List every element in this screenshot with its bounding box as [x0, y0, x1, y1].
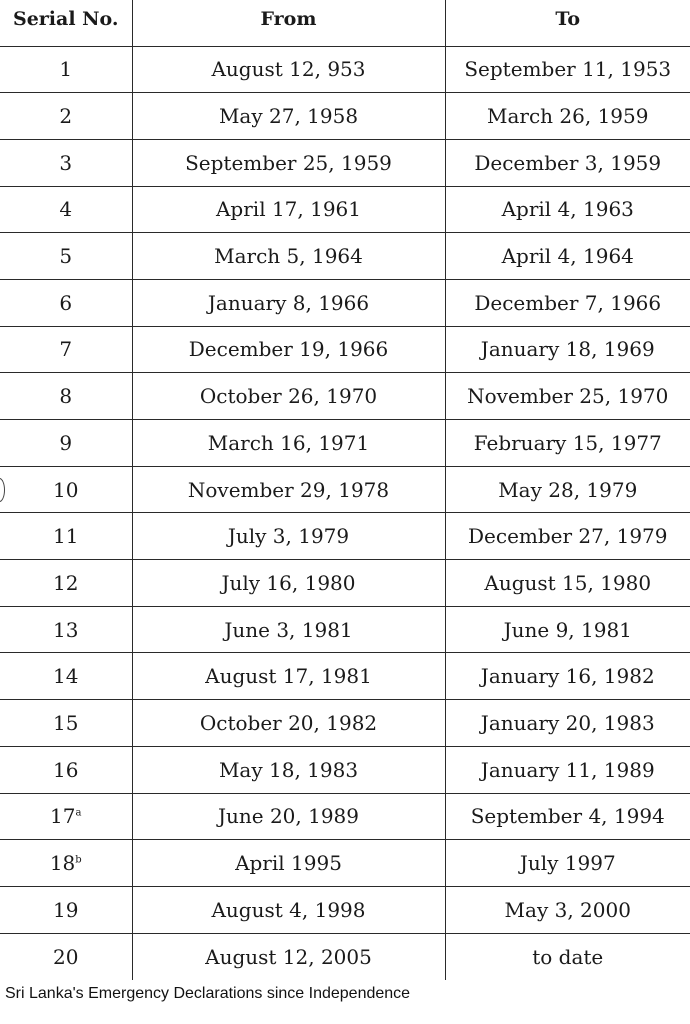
serial-number: 17: [50, 804, 76, 829]
serial-cell: [0, 793, 132, 840]
serial-number: 12: [53, 570, 79, 595]
table-row: [0, 466, 690, 513]
serial-cell: [0, 186, 132, 233]
serial-cell: [0, 606, 132, 653]
to-date-cell: December 3, 1959: [445, 139, 690, 186]
to-date-cell: September 11, 1953: [445, 46, 690, 93]
serial-number: 18: [49, 851, 76, 876]
from-date-cell: October 26, 1970: [132, 373, 445, 420]
to-date-cell: August 15, 1980: [445, 560, 690, 607]
to-date-cell: January 20, 1983: [445, 700, 690, 747]
to-date-cell: June 9, 1981: [445, 606, 690, 653]
serial-number: 9: [59, 430, 73, 455]
serial-number: 14: [53, 664, 79, 689]
serial-number: 1: [59, 57, 73, 82]
serial-cell: [0, 513, 132, 560]
table-body: [0, 46, 690, 980]
to-date-cell: April 4, 1964: [445, 233, 690, 280]
table-row: [0, 373, 690, 420]
serial-cell: [0, 93, 132, 140]
to-date-cell: January 16, 1982: [445, 653, 690, 700]
to-date-cell: May 28, 1979: [445, 466, 690, 513]
to-date-cell: February 15, 1977: [445, 420, 690, 467]
table-row: [0, 560, 690, 607]
footnote-marker: b: [75, 854, 82, 866]
table-caption: Sri Lanka's Emergency Declarations since Independence: [5, 985, 411, 1002]
serial-cell: [0, 840, 132, 887]
from-date-cell: September 25, 1959: [132, 139, 445, 186]
from-date-cell: July 16, 1980: [132, 560, 445, 607]
header-serial-no: Serial No.: [0, 0, 132, 46]
from-date-cell: November 29, 1978: [132, 466, 445, 513]
header-to: To: [445, 0, 690, 46]
serial-number: 20: [53, 944, 79, 969]
serial-cell: [0, 933, 132, 980]
table-row: [0, 513, 690, 560]
table-row: [0, 700, 690, 747]
serial-number: 8: [59, 384, 73, 409]
serial-number: 5: [59, 244, 73, 269]
serial-number: 15: [53, 710, 79, 735]
table-header-row: [0, 0, 690, 46]
table-row: [0, 606, 690, 653]
table-row: [0, 746, 690, 793]
to-date-cell: March 26, 1959: [445, 93, 690, 140]
to-date-cell: May 3, 2000: [445, 886, 690, 933]
serial-cell: [0, 46, 132, 93]
table-row: [0, 886, 690, 933]
serial-number: 16: [53, 757, 79, 782]
table-row: [0, 933, 690, 980]
serial-cell: [0, 700, 132, 747]
footnote-marker: a: [75, 807, 82, 819]
table-row: [0, 420, 690, 467]
table-row: [0, 186, 690, 233]
from-date-cell: August 4, 1998: [132, 886, 445, 933]
serial-cell: [0, 466, 132, 513]
table-row: [0, 46, 690, 93]
to-date-cell: September 4, 1994: [445, 793, 690, 840]
table-row: [0, 840, 690, 887]
table-row: [0, 279, 690, 326]
header-from: From: [132, 0, 445, 46]
serial-cell: [0, 233, 132, 280]
to-date-cell: December 27, 1979: [445, 513, 690, 560]
to-date-cell: April 4, 1963: [445, 186, 690, 233]
serial-cell: [0, 886, 132, 933]
table-row: [0, 326, 690, 373]
serial-number: 7: [59, 337, 73, 362]
from-date-cell: August 12, 953: [132, 46, 445, 93]
serial-number: 4: [59, 197, 73, 222]
to-date-cell: to date: [445, 933, 690, 980]
table-row: [0, 793, 690, 840]
from-date-cell: May 18, 1983: [132, 746, 445, 793]
from-date-cell: June 20, 1989: [132, 793, 445, 840]
serial-cell: [0, 139, 132, 186]
from-date-cell: October 20, 1982: [132, 700, 445, 747]
table-row: [0, 93, 690, 140]
serial-cell: [0, 746, 132, 793]
serial-number: 10: [53, 477, 79, 502]
from-date-cell: August 17, 1981: [132, 653, 445, 700]
to-date-cell: November 25, 1970: [445, 373, 690, 420]
serial-number: 13: [53, 617, 79, 642]
serial-number: 19: [53, 897, 79, 922]
from-date-cell: January 8, 1966: [132, 279, 445, 326]
to-date-cell: July 1997: [445, 840, 690, 887]
from-date-cell: August 12, 2005: [132, 933, 445, 980]
from-date-cell: July 3, 1979: [132, 513, 445, 560]
serial-number: 11: [53, 524, 79, 549]
serial-number: 2: [59, 104, 73, 129]
table-row: [0, 653, 690, 700]
serial-cell: [0, 560, 132, 607]
to-date-cell: January 11, 1989: [445, 746, 690, 793]
serial-cell: [0, 420, 132, 467]
serial-cell: [0, 279, 132, 326]
serial-cell: [0, 653, 132, 700]
from-date-cell: June 3, 1981: [132, 606, 445, 653]
to-date-cell: December 7, 1966: [445, 279, 690, 326]
serial-cell: [0, 326, 132, 373]
from-date-cell: April 17, 1961: [132, 186, 445, 233]
table-row: [0, 233, 690, 280]
from-date-cell: March 5, 1964: [132, 233, 445, 280]
from-date-cell: May 27, 1958: [132, 93, 445, 140]
from-date-cell: March 16, 1971: [132, 420, 445, 467]
from-date-cell: December 19, 1966: [132, 326, 445, 373]
serial-cell: [0, 373, 132, 420]
table-row: [0, 139, 690, 186]
serial-number: 3: [59, 150, 73, 175]
from-date-cell: April 1995: [132, 840, 445, 887]
serial-number: 6: [59, 290, 73, 315]
to-date-cell: January 18, 1969: [445, 326, 690, 373]
